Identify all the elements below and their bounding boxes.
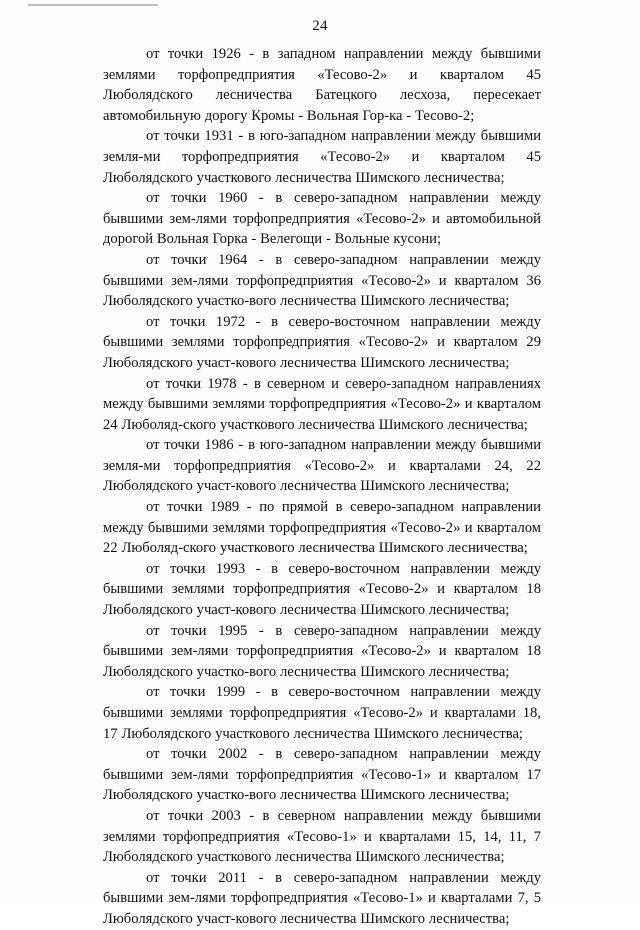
paragraph: от точки 2011 - в северо-западном направлении между бывшими зем-лями торфопредприятия «Тесово-1» и кварталами 7, 5 Люболядского участ-кового лесничества Шимского лесничества; xyxy=(103,869,541,927)
paragraph: от точки 1986 - в юго-западном направлении между бывшими земля-ми торфопредприятия «Тесово-2» и кварталами 24, 22 Люболядского участ-кового лесничества Шимского лесничества; xyxy=(103,437,541,495)
paragraph: от точки 1926 - в западном направлении между бывшими землями торфопредприятия «Тесово-2» и кварталом 45 Люболядского лесничества Батецкого лесхоза, пересекает автомобильную дорогу Кромы - Вольная Гор-ка - Тесово-2; xyxy=(103,46,541,124)
document-body xyxy=(103,44,541,930)
paragraph: от точки 2002 - в северо-западном направлении между бывшими зем-лями торфопредприятия «Тесово-1» и кварталом 17 Люболядского участко-вого лесничества Шимского лесничества; xyxy=(103,746,541,804)
paragraph: от точки 1931 - в юго-западном направлении между бывшими земля-ми торфопредприятия «Тесово-2» и кварталом 45 Люболядского участкового лесничества Шимского лесничества; xyxy=(103,128,541,186)
paragraph: от точки 1993 - в северо-восточном направлении между бывшими землями торфопредприятия «Тесово-2» и кварталом 18 Люболядского участ-кового лесничества Шимского лесничества; xyxy=(103,560,541,619)
paragraph: от точки 1960 - в северо-западном направлении между бывшими зем-лями торфопредприятия «Тесово-2» и автомобильной дорогой Вольная Горка - Велегощи - Вольные кусони; xyxy=(103,190,541,248)
paragraph: от точки 1964 - в северо-западном направлении между бывшими зем-лями торфопредприятия «Тесово-2» и кварталом 36 Люболядского участко-вого лесничества Шимского лесничества; xyxy=(103,251,541,310)
paragraph: от точки 1999 - в северо-восточном направлении между бывшими землями торфопредприятия «Тесово-2» и кварталами 18, 17 Люболядского участкового лесничества Шимского лесничества; xyxy=(103,684,541,742)
paragraph: от точки 1978 - в северном и северо-западном направлениях между бывшими землями торфопредприятия «Тесово-2» и кварталом 24 Люболяд-ского участкового лесничества Шимского лесничества; xyxy=(103,375,541,433)
scan-artifact-line xyxy=(28,4,158,6)
page-number: 24 xyxy=(312,18,328,34)
paragraph: от точки 1972 - в северо-восточном направлении между бывшими землями торфопредприятия «Тесово-2» и кварталом 29 Люболядского участ-кового лесничества Шимского лесничества; xyxy=(103,313,541,371)
paragraph: от точки 1995 - в северо-западном направлении между бывшими зем-лями торфопредприятия «Тесово-2» и кварталом 18 Люболядского участко-вого лесничества Шимского лесничества; xyxy=(103,622,541,680)
paragraph: от точки 1989 - по прямой в северо-западном направлении между бывшими землями торфопредприятия «Тесово-2» и кварталом 22 Люболяд-ского участкового лесничества Шимского лесничества; xyxy=(103,499,541,557)
paragraph: от точки 2003 - в северном направлении между бывшими землями торфопредприятия «Тесово-1» и кварталами 15, 14, 11, 7 Люболядского участкового лесничества Шимского лесничества; xyxy=(103,807,541,866)
